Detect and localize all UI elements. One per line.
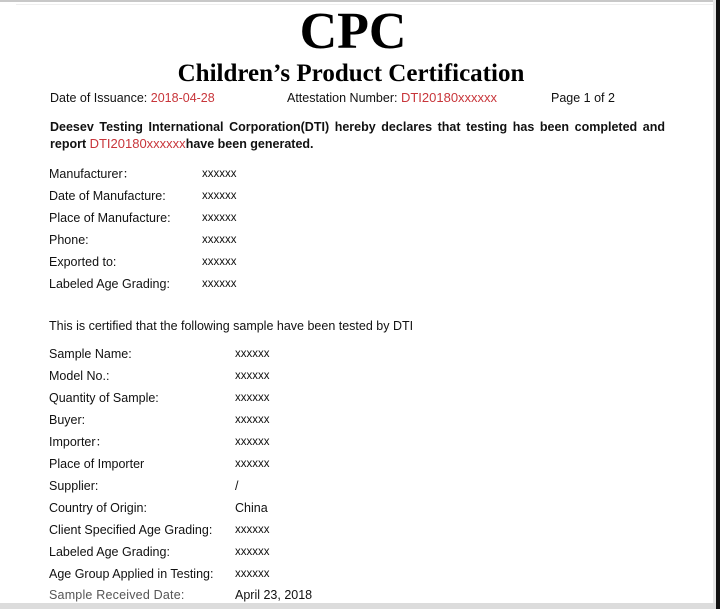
document-title: Children’s Product Certification bbox=[177, 60, 525, 87]
field-label: Client Specified Age Grading: bbox=[49, 523, 213, 537]
issuance-date-value: 2018-04-28 bbox=[150, 91, 215, 105]
field-value: China bbox=[235, 501, 268, 515]
declaration-report-number: DTI20180xxxxxx bbox=[89, 135, 186, 151]
page-indicator: Page 1 of 2 bbox=[551, 91, 615, 105]
field-label: Place of Manufacture: bbox=[49, 211, 171, 225]
field-label: Place of Importer bbox=[49, 457, 145, 471]
declaration-text: Deesev Testing International Corporation(DTI) hereby declares that testing has been completed and report bbox=[50, 120, 665, 151]
field-value: xxxxxx bbox=[202, 190, 237, 202]
certification-statement: This is certified that the following sample have been tested by DTI bbox=[49, 319, 414, 333]
field-label: Date of Manufacture: bbox=[49, 189, 166, 203]
field-label: Model No.: bbox=[49, 369, 110, 383]
field-value: xxxxxx bbox=[202, 168, 237, 180]
field-value: xxxxxx bbox=[235, 568, 270, 580]
attestation-number-value: DTI20180xxxxxx bbox=[400, 90, 498, 105]
field-label: Phone: bbox=[49, 233, 89, 247]
declaration-text-end: have been generated. bbox=[185, 136, 314, 151]
field-value: xxxxxx bbox=[235, 436, 270, 448]
field-label: Exported to: bbox=[49, 255, 117, 269]
field-value: xxxxxx bbox=[235, 392, 270, 404]
field-label: Manufacturer： bbox=[49, 167, 136, 181]
field-value: xxxxxx bbox=[202, 256, 237, 268]
field-value: xxxxxx bbox=[235, 414, 270, 426]
field-label: Labeled Age Grading: bbox=[49, 545, 170, 559]
document-heading: CPC bbox=[299, 3, 407, 60]
field-label: Supplier: bbox=[49, 479, 99, 493]
field-value: xxxxxx bbox=[202, 212, 237, 224]
field-value: xxxxxx bbox=[202, 234, 237, 246]
field-label: Country of Origin: bbox=[49, 501, 147, 515]
page-bottom-edge bbox=[0, 603, 716, 609]
field-value: / bbox=[235, 479, 239, 493]
field-label: Importer： bbox=[49, 435, 109, 449]
field-label: Buyer: bbox=[49, 413, 86, 427]
field-value: xxxxxx bbox=[235, 546, 270, 558]
window-right-edge bbox=[716, 0, 720, 609]
declaration-paragraph bbox=[50, 119, 665, 152]
field-value: xxxxxx bbox=[235, 458, 270, 470]
field-label: Labeled Age Grading: bbox=[49, 277, 170, 291]
field-label: Age Group Applied in Testing: bbox=[49, 567, 214, 581]
field-value: xxxxxx bbox=[202, 278, 237, 290]
issuance-date-label: Date of Issuance: bbox=[50, 91, 151, 105]
field-value: April 23, 2018 bbox=[235, 588, 313, 602]
field-label: Sample Received Date: bbox=[49, 588, 185, 602]
field-label: Quantity of Sample: bbox=[49, 391, 159, 405]
attestation-number-label: Attestation Number: bbox=[287, 91, 401, 105]
issuance-date bbox=[50, 90, 215, 106]
attestation-number bbox=[287, 90, 497, 106]
field-value: xxxxxx bbox=[235, 348, 270, 360]
field-value: xxxxxx bbox=[235, 524, 270, 536]
field-value: xxxxxx bbox=[235, 370, 270, 382]
field-label: Sample Name: bbox=[49, 347, 132, 361]
